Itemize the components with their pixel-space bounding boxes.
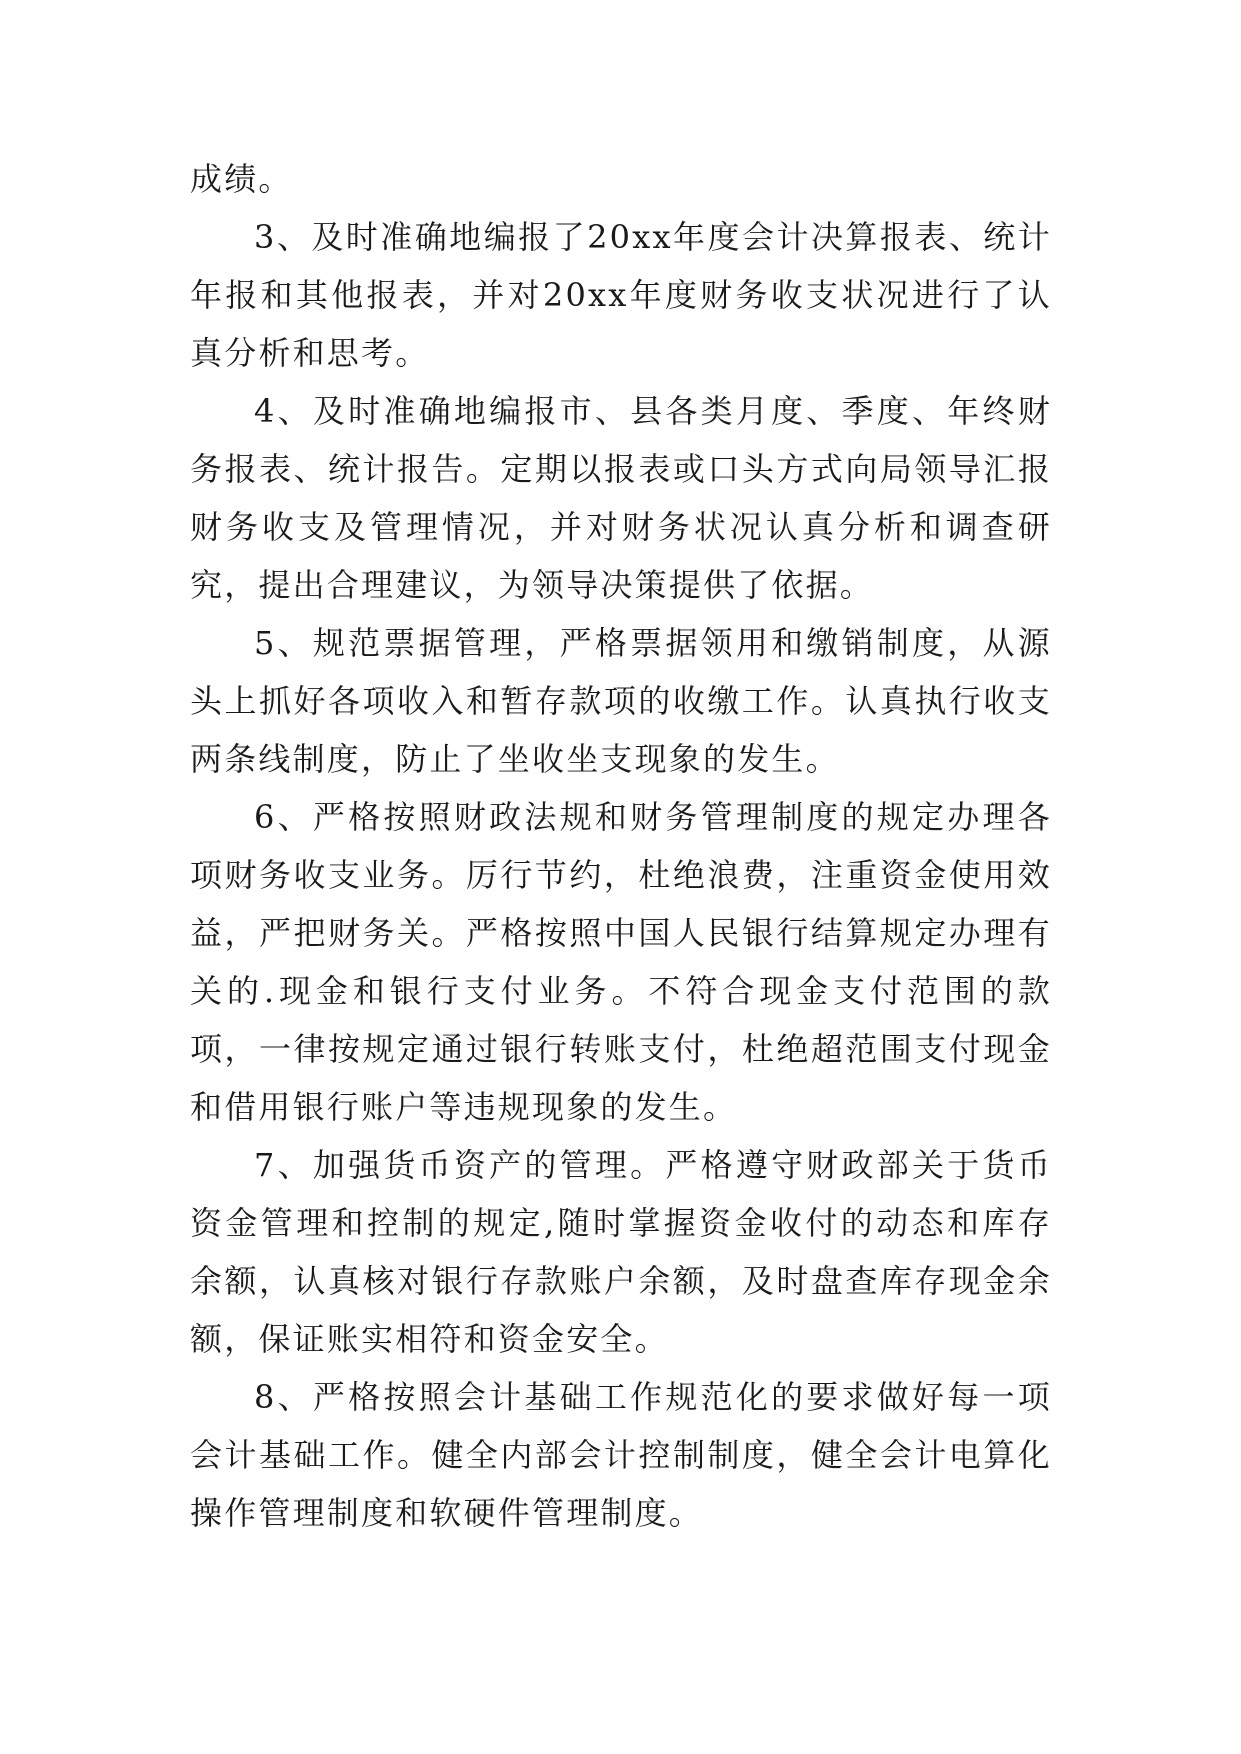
paragraph-continuation: 成绩。	[190, 160, 293, 198]
document-page	[190, 150, 1052, 1542]
paragraph-item-5: 5、规范票据管理，严格票据领用和缴销制度，从源头上抓好各项收入和暂存款项的收缴工作。认真执行收支两条线制度，防止了坐收坐支现象的发生。	[190, 624, 1052, 778]
paragraph-item-4: 4、及时准确地编报市、县各类月度、季度、年终财务报表、统计报告。定期以报表或口头方式向局领导汇报财务收支及管理情况，并对财务状况认真分析和调查研究，提出合理建议，为领导决策提供了依据。	[190, 392, 1052, 604]
paragraph-item-6: 6、严格按照财政法规和财务管理制度的规定办理各项财务收支业务。厉行节约，杜绝浪费，注重资金使用效益，严把财务关。严格按照中国人民银行结算规定办理有关的.现金和银行支付业务。不符合现金支付范围的款项，一律按规定通过银行转账支付，杜绝超范围支付现金和借用银行账户等违规现象的发生。	[190, 798, 1052, 1126]
paragraph-item-7: 7、加强货币资产的管理。严格遵守财政部关于货币资金管理和控制的规定,随时掌握资金收付的动态和库存余额，认真核对银行存款账户余额，及时盘查库存现金余额，保证账实相符和资金安全。	[190, 1146, 1052, 1358]
paragraph-item-8: 8、严格按照会计基础工作规范化的要求做好每一项会计基础工作。健全内部会计控制制度，健全会计电算化操作管理制度和软硬件管理制度。	[190, 1378, 1052, 1532]
paragraph-item-3: 3、及时准确地编报了20xx年度会计决算报表、统计年报和其他报表，并对20xx年度财务收支状况进行了认真分析和思考。	[190, 218, 1052, 372]
